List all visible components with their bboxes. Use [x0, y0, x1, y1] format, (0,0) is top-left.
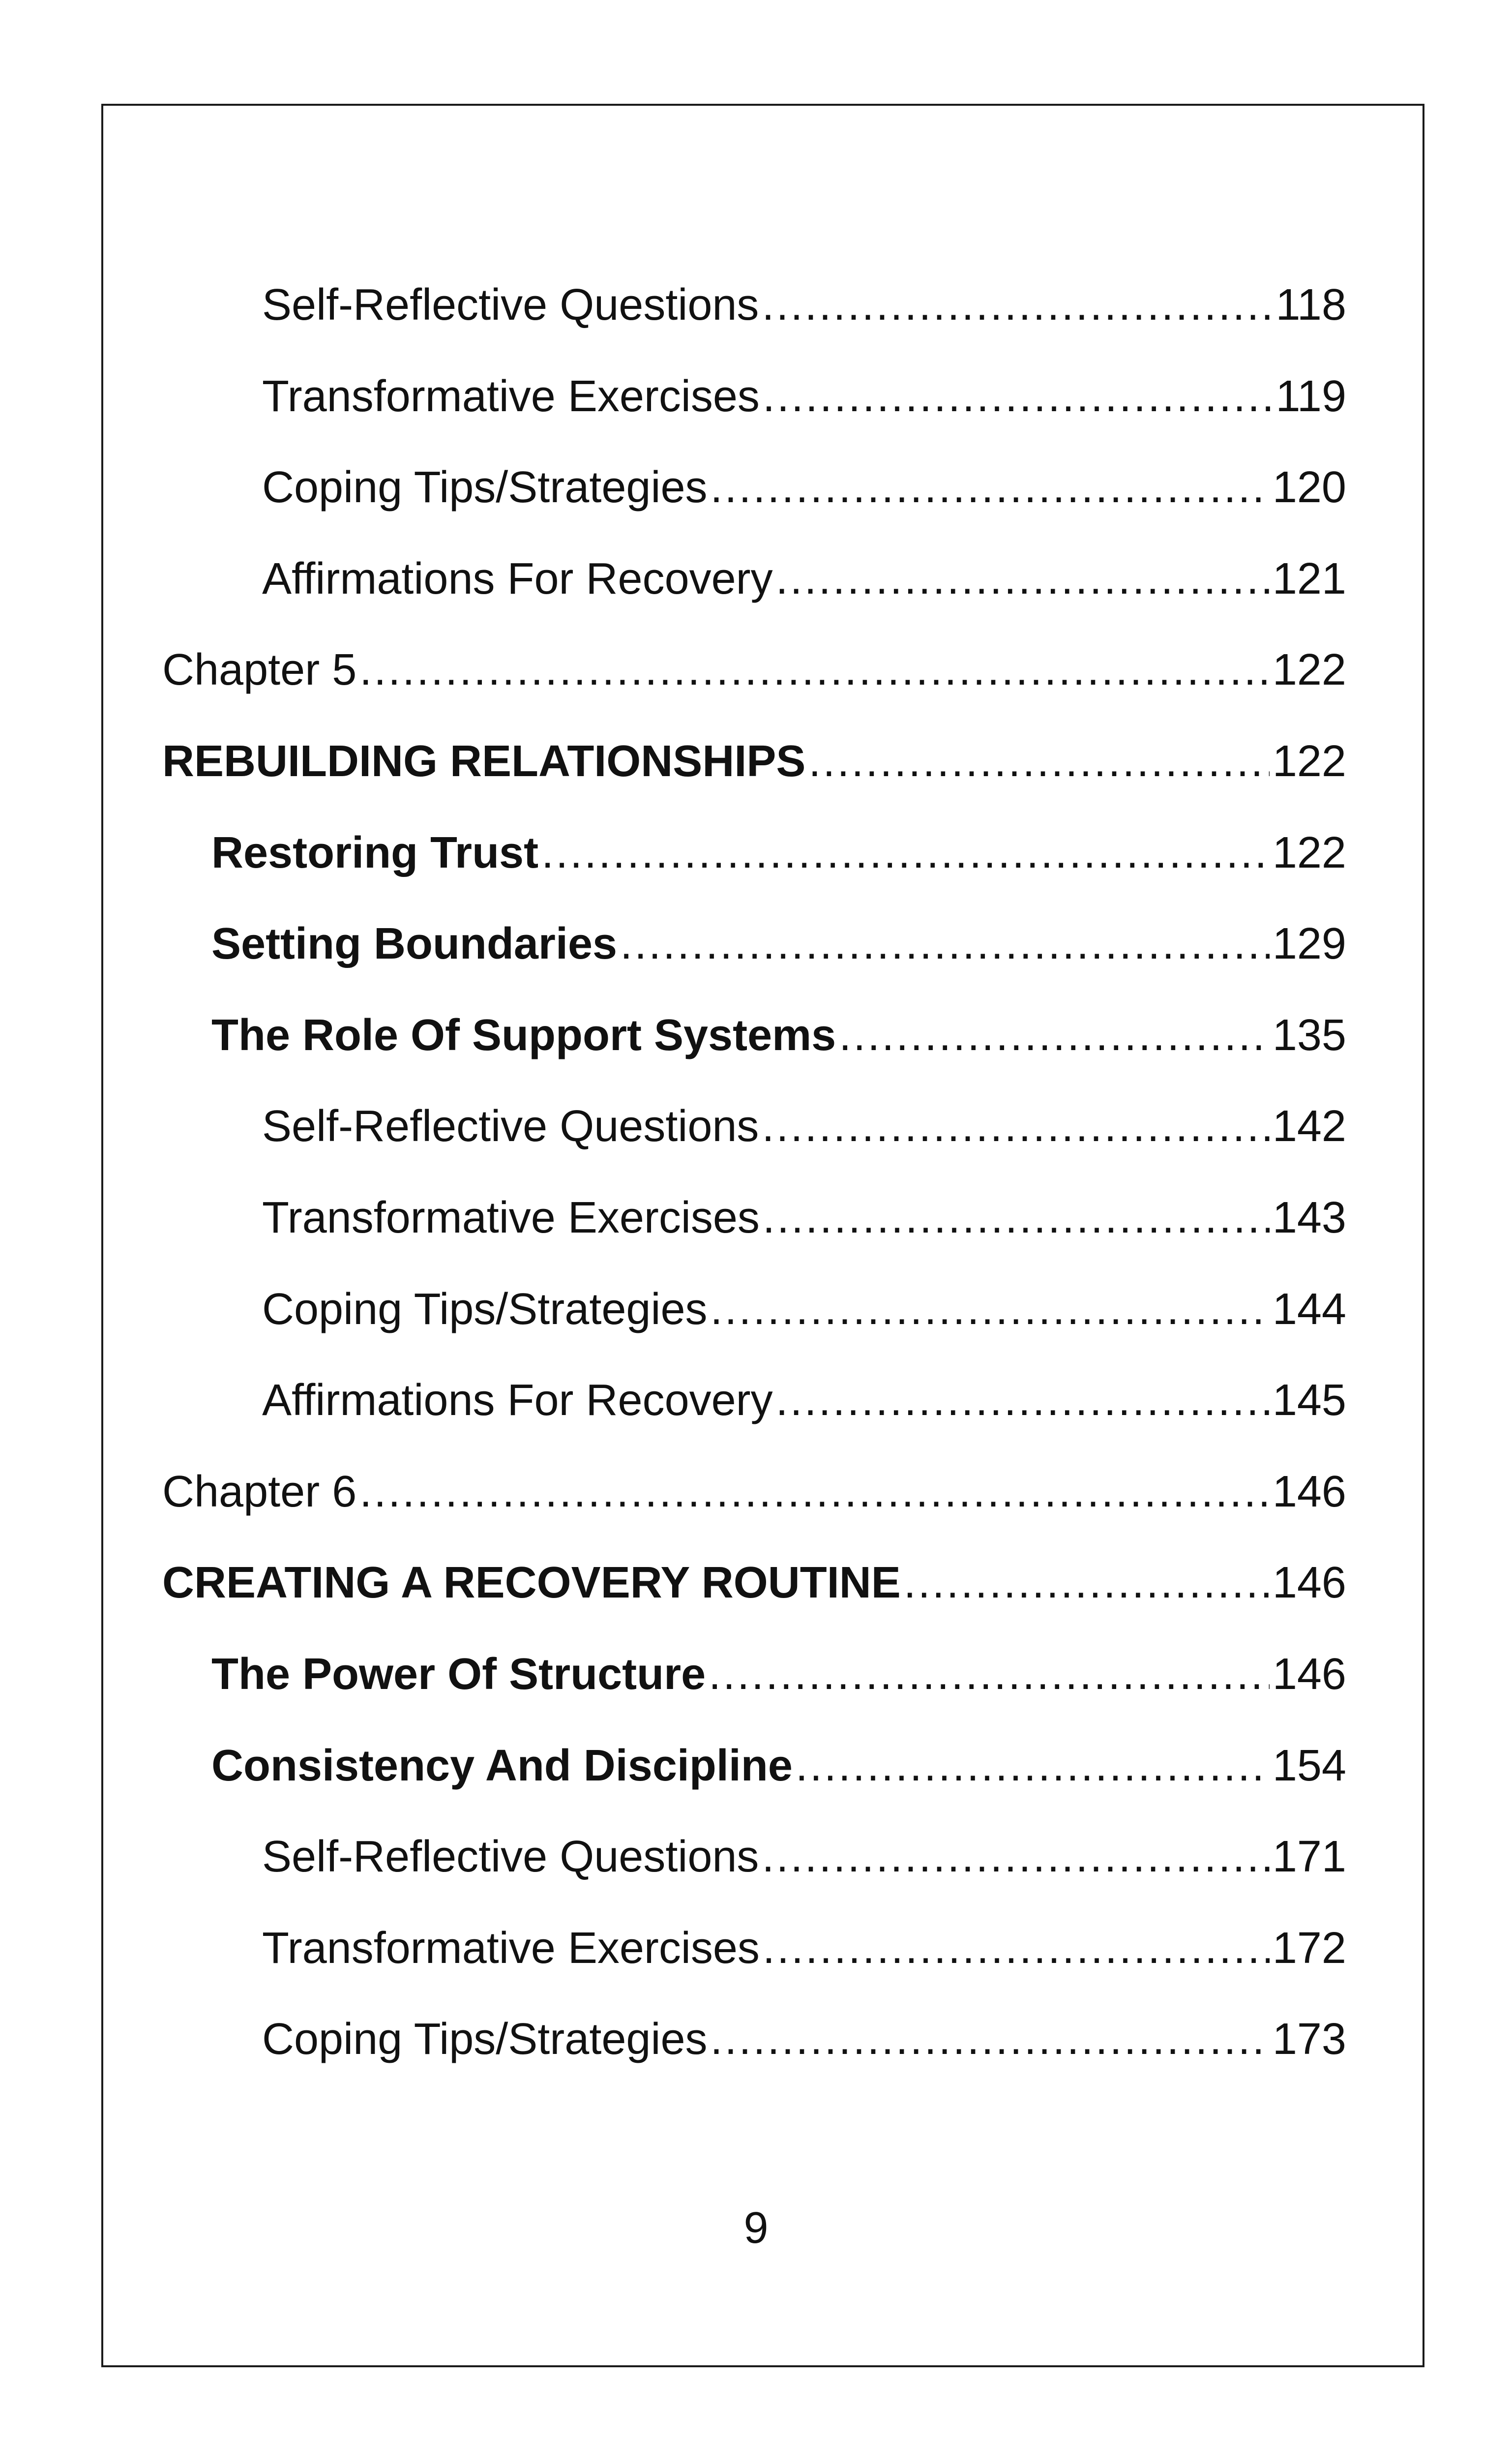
toc-entry[interactable] [162, 448, 1346, 540]
toc-entry-page: 146 [1272, 1649, 1346, 1699]
toc-entry[interactable] [162, 1726, 1346, 1818]
toc-entry[interactable] [162, 905, 1346, 996]
toc-dot-leader [359, 1452, 1270, 1531]
toc-entry[interactable] [162, 266, 1346, 357]
toc-entry[interactable] [162, 996, 1346, 1087]
toc-entry-title: Transformative Exercises [262, 1193, 760, 1242]
toc-entry-title: Transformative Exercises [262, 371, 760, 421]
toc-dot-leader [904, 1543, 1270, 1622]
toc-entry-title: Transformative Exercises [262, 1923, 760, 1973]
toc-entry-page: 146 [1272, 1558, 1346, 1608]
toc-entry-page: 121 [1272, 554, 1346, 603]
toc-entry-page: 129 [1272, 919, 1346, 969]
toc-entry-title: Affirmations For Recovery [262, 1376, 773, 1425]
toc-entry[interactable] [162, 2000, 1346, 2091]
toc-entry-title: Setting Boundaries [211, 919, 618, 969]
toc-entry-page: 142 [1272, 1102, 1346, 1151]
toc-dot-leader [763, 1178, 1270, 1257]
toc-dot-leader [711, 2000, 1270, 2079]
toc-dot-leader [763, 1909, 1270, 1988]
toc-entry[interactable] [162, 814, 1346, 905]
toc-entry-title: Self-Reflective Questions [262, 1832, 759, 1882]
toc-dot-leader [359, 631, 1270, 709]
toc-entry[interactable] [162, 1361, 1346, 1452]
toc-entry[interactable] [162, 722, 1346, 814]
toc-dot-leader [808, 722, 1269, 801]
toc-entry-title: Coping Tips/Strategies [262, 1284, 708, 1334]
toc-entry-title: Restoring Trust [211, 828, 539, 877]
toc-dot-leader [541, 814, 1270, 892]
toc-entry[interactable] [162, 1178, 1346, 1270]
toc-dot-leader [762, 1087, 1269, 1166]
toc-entry-title: CREATING A RECOVERY ROUTINE [162, 1558, 901, 1608]
toc-entry-page: 135 [1272, 1010, 1346, 1060]
toc-dot-leader [776, 1361, 1270, 1440]
toc-entry[interactable] [162, 1817, 1346, 1909]
toc-entry-title: Coping Tips/Strategies [262, 463, 708, 513]
toc-entry-page: 154 [1272, 1741, 1346, 1790]
toc-dot-leader [796, 1726, 1270, 1805]
toc-entry-title: Chapter 5 [162, 645, 357, 695]
toc-dot-leader [711, 1270, 1270, 1349]
page-number: 9 [743, 2203, 769, 2253]
toc-dot-leader [763, 357, 1273, 436]
toc-entry-title: Consistency And Discipline [211, 1741, 793, 1790]
toc-dot-leader [762, 266, 1273, 344]
toc-entry-title: REBUILDING RELATIONSHIPS [162, 736, 806, 786]
toc-entry[interactable] [162, 1543, 1346, 1635]
toc-entry-page: 172 [1272, 1923, 1346, 1973]
table-of-contents [162, 266, 1346, 2091]
toc-entry-title: Chapter 6 [162, 1467, 357, 1516]
toc-entry-title: Self-Reflective Questions [262, 1102, 759, 1151]
toc-dot-leader [762, 1817, 1269, 1896]
toc-entry-page: 144 [1272, 1284, 1346, 1334]
toc-entry-title: Affirmations For Recovery [262, 554, 773, 603]
toc-entry-page: 173 [1272, 2015, 1346, 2064]
toc-entry-page: 120 [1272, 463, 1346, 513]
toc-entry-page: 122 [1272, 736, 1346, 786]
toc-entry-page: 146 [1272, 1467, 1346, 1516]
toc-entry[interactable] [162, 1087, 1346, 1178]
toc-entry[interactable] [162, 1270, 1346, 1361]
toc-dot-leader [711, 448, 1270, 527]
toc-entry-page: 122 [1272, 828, 1346, 877]
toc-entry-page: 122 [1272, 645, 1346, 695]
toc-entry[interactable] [162, 540, 1346, 631]
toc-entry-page: 119 [1275, 371, 1346, 421]
toc-entry[interactable] [162, 1909, 1346, 2000]
toc-dot-leader [709, 1635, 1270, 1714]
toc-entry[interactable] [162, 1635, 1346, 1726]
toc-entry[interactable] [162, 357, 1346, 449]
toc-entry-title: The Power Of Structure [211, 1649, 706, 1699]
toc-entry-page: 145 [1272, 1376, 1346, 1425]
toc-entry-title: Self-Reflective Questions [262, 280, 759, 330]
toc-dot-leader [620, 905, 1270, 983]
toc-entry-page: 143 [1272, 1193, 1346, 1242]
toc-entry-page: 118 [1275, 280, 1346, 330]
toc-entry-title: Coping Tips/Strategies [262, 2015, 708, 2064]
toc-entry[interactable] [162, 631, 1346, 722]
toc-dot-leader [839, 996, 1270, 1075]
toc-entry-title: The Role Of Support Systems [211, 1010, 836, 1060]
toc-entry-page: 171 [1272, 1832, 1346, 1882]
toc-entry[interactable] [162, 1452, 1346, 1544]
toc-dot-leader [776, 540, 1270, 618]
